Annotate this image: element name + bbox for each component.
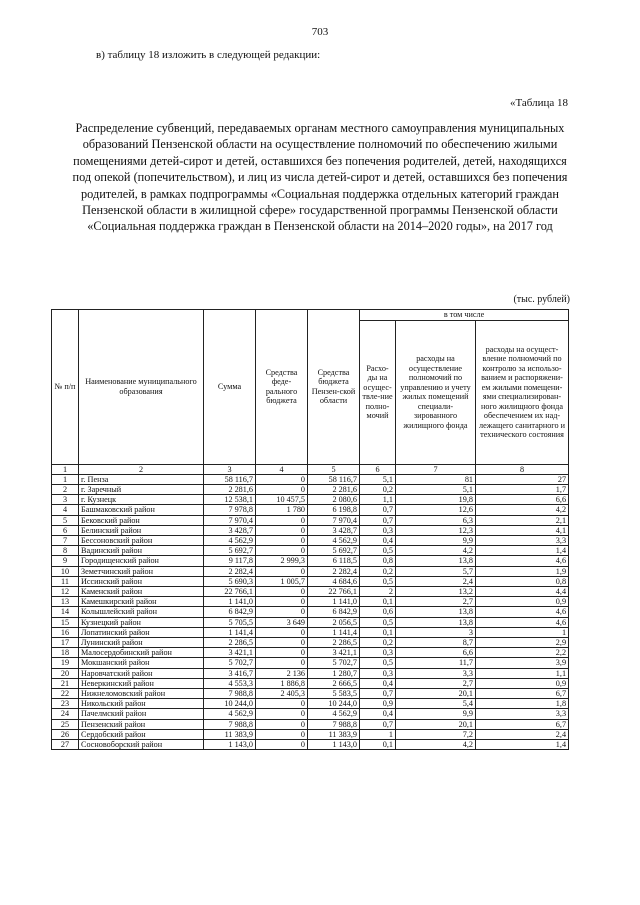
- col7-cell: 5,4: [396, 699, 476, 709]
- sum-cell: 10 244,0: [204, 699, 256, 709]
- sum-cell: 22 766,1: [204, 586, 256, 596]
- sum-cell: 7 970,4: [204, 515, 256, 525]
- municipality-name: г. Пенза: [79, 474, 204, 484]
- municipality-name: Сосновоборский район: [79, 739, 204, 749]
- table-row: [52, 658, 569, 668]
- column-number: 1: [52, 464, 79, 474]
- col7-cell: 9,9: [396, 535, 476, 545]
- col6-cell: 0,3: [360, 648, 396, 658]
- row-number: 17: [52, 637, 79, 647]
- col7-cell: 2,7: [396, 597, 476, 607]
- column-number-row: [52, 464, 569, 474]
- municipality-name: Сердобский район: [79, 729, 204, 739]
- col7-cell: 11,7: [396, 658, 476, 668]
- col8-cell: 4,1: [476, 525, 569, 535]
- sum-cell: 7 978,8: [204, 505, 256, 515]
- federal-cell: 0: [256, 627, 308, 637]
- col6-cell: 0,7: [360, 515, 396, 525]
- col7-cell: 5,7: [396, 566, 476, 576]
- col7-cell: 3,3: [396, 668, 476, 678]
- column-number: 4: [256, 464, 308, 474]
- regional-cell: 4 562,9: [308, 709, 360, 719]
- col8-cell: 1,7: [476, 484, 569, 494]
- sum-cell: 9 117,8: [204, 556, 256, 566]
- row-number: 14: [52, 607, 79, 617]
- federal-cell: 0: [256, 474, 308, 484]
- sum-cell: 11 383,9: [204, 729, 256, 739]
- col6-cell: 0,5: [360, 576, 396, 586]
- regional-cell: 1 280,7: [308, 668, 360, 678]
- sum-cell: 5 705,5: [204, 617, 256, 627]
- intro-line: в) таблицу 18 изложить в следующей редакции:: [96, 49, 321, 61]
- table-row: [52, 525, 569, 535]
- col6-cell: 0,8: [360, 556, 396, 566]
- col6-cell: 0,7: [360, 688, 396, 698]
- col7-cell: 13,8: [396, 556, 476, 566]
- subvention-table: [51, 309, 569, 750]
- table-row: [52, 607, 569, 617]
- federal-cell: 1 886,8: [256, 678, 308, 688]
- col6-cell: 0,5: [360, 546, 396, 556]
- federal-cell: 0: [256, 515, 308, 525]
- federal-cell: 0: [256, 535, 308, 545]
- row-number: 1: [52, 474, 79, 484]
- col7-cell: 13,2: [396, 586, 476, 596]
- col8-cell: 2,2: [476, 648, 569, 658]
- col8-cell: 4,6: [476, 607, 569, 617]
- regional-cell: 1 141,0: [308, 597, 360, 607]
- col7-cell: 2,7: [396, 678, 476, 688]
- col8-cell: 6,7: [476, 688, 569, 698]
- row-number: 24: [52, 709, 79, 719]
- sum-cell: 5 692,7: [204, 546, 256, 556]
- header-name: Наименование муниципального образования: [79, 310, 204, 465]
- sum-cell: 58 116,7: [204, 474, 256, 484]
- federal-cell: 0: [256, 586, 308, 596]
- regional-cell: 10 244,0: [308, 699, 360, 709]
- municipality-name: Бековский район: [79, 515, 204, 525]
- federal-cell: 0: [256, 546, 308, 556]
- col7-cell: 6,6: [396, 648, 476, 658]
- municipality-name: г. Заречный: [79, 484, 204, 494]
- row-number: 8: [52, 546, 79, 556]
- federal-cell: 0: [256, 729, 308, 739]
- municipality-name: Малосердобинский район: [79, 648, 204, 658]
- regional-cell: 5 702,7: [308, 658, 360, 668]
- col8-cell: 27: [476, 474, 569, 484]
- col6-cell: 0,5: [360, 617, 396, 627]
- municipality-name: Кузнецкий район: [79, 617, 204, 627]
- document-title: Распределение субвенций, передаваемых органам местного самоуправления муниципальных образований Пензенской области на осуществление полномочий по обеспечению жилыми помещениями детей-сирот и детей, оставшихся без попечения родителей, детей, находящихся под опекой (попечительством), и лиц из числа детей-сирот и детей, оставшихся без попечения родителей, в рамках подпрограммы «Социальная поддержка отдельных категорий граждан Пензенской области в жилищной сфере» государственной программы Пензенской области «Социальная поддержка граждан в Пензенской области на 2014–2020 годы», на 2017 год: [72, 121, 568, 234]
- col8-cell: 6,6: [476, 495, 569, 505]
- column-number: 7: [396, 464, 476, 474]
- municipality-name: Белинский район: [79, 525, 204, 535]
- units-label: (тыс. рублей): [513, 294, 570, 305]
- federal-cell: 0: [256, 607, 308, 617]
- table-row: [52, 678, 569, 688]
- table-row: [52, 719, 569, 729]
- federal-cell: 0: [256, 637, 308, 647]
- row-number: 23: [52, 699, 79, 709]
- federal-cell: 0: [256, 699, 308, 709]
- col6-cell: 0,4: [360, 678, 396, 688]
- row-number: 3: [52, 495, 79, 505]
- sum-cell: 2 286,5: [204, 637, 256, 647]
- row-number: 25: [52, 719, 79, 729]
- col8-cell: 4,6: [476, 556, 569, 566]
- federal-cell: 3 649: [256, 617, 308, 627]
- col8-cell: 1,4: [476, 546, 569, 556]
- column-number: 3: [204, 464, 256, 474]
- col7-cell: 4,2: [396, 546, 476, 556]
- col6-cell: 0,2: [360, 637, 396, 647]
- table-row: [52, 505, 569, 515]
- sum-cell: 3 428,7: [204, 525, 256, 535]
- sum-cell: 4 562,9: [204, 709, 256, 719]
- col8-cell: 4,4: [476, 586, 569, 596]
- municipality-name: Нижнеломовский район: [79, 688, 204, 698]
- sum-cell: 4 562,9: [204, 535, 256, 545]
- col7-cell: 13,8: [396, 617, 476, 627]
- column-number: 8: [476, 464, 569, 474]
- table-row: [52, 535, 569, 545]
- regional-cell: 4 684,6: [308, 576, 360, 586]
- table-row: [52, 556, 569, 566]
- regional-cell: 22 766,1: [308, 586, 360, 596]
- col7-cell: 20,1: [396, 719, 476, 729]
- header-col6: Расхо-ды на осущес-твле-ние полно-мочий: [360, 320, 396, 464]
- sum-cell: 5 702,7: [204, 658, 256, 668]
- municipality-name: Мокшанский район: [79, 658, 204, 668]
- sum-cell: 12 538,1: [204, 495, 256, 505]
- header-federal: Средства феде-рального бюджета: [256, 310, 308, 465]
- col7-cell: 8,7: [396, 637, 476, 647]
- col8-cell: 4,2: [476, 505, 569, 515]
- table-row: [52, 566, 569, 576]
- col8-cell: 1: [476, 627, 569, 637]
- col6-cell: 0,5: [360, 658, 396, 668]
- sum-cell: 2 282,4: [204, 566, 256, 576]
- table-row: [52, 546, 569, 556]
- municipality-name: Бессоновский район: [79, 535, 204, 545]
- col8-cell: 1,1: [476, 668, 569, 678]
- table-row: [52, 699, 569, 709]
- header-col7: расходы на осуществление полномочий по управлению и учету жилых помещений специали-зированного жилищного фонда: [396, 320, 476, 464]
- regional-cell: 5 583,5: [308, 688, 360, 698]
- sum-cell: 5 690,3: [204, 576, 256, 586]
- regional-cell: 11 383,9: [308, 729, 360, 739]
- col6-cell: 0,7: [360, 719, 396, 729]
- regional-cell: 2 286,5: [308, 637, 360, 647]
- regional-cell: 58 116,7: [308, 474, 360, 484]
- municipality-name: Городищенский район: [79, 556, 204, 566]
- table-row: [52, 597, 569, 607]
- col8-cell: 1,9: [476, 566, 569, 576]
- federal-cell: 1 780: [256, 505, 308, 515]
- col6-cell: 0,3: [360, 525, 396, 535]
- table-row: [52, 586, 569, 596]
- col8-cell: 1,8: [476, 699, 569, 709]
- col7-cell: 13,8: [396, 607, 476, 617]
- col6-cell: 1: [360, 729, 396, 739]
- regional-cell: 2 282,4: [308, 566, 360, 576]
- table-row: [52, 729, 569, 739]
- federal-cell: 0: [256, 597, 308, 607]
- col8-cell: 1,4: [476, 739, 569, 749]
- sum-cell: 7 988,8: [204, 719, 256, 729]
- federal-cell: 2 999,3: [256, 556, 308, 566]
- regional-cell: 2 666,5: [308, 678, 360, 688]
- regional-cell: 2 080,6: [308, 495, 360, 505]
- col6-cell: 0,4: [360, 535, 396, 545]
- sum-cell: 4 553,3: [204, 678, 256, 688]
- municipality-name: Пачелмский район: [79, 709, 204, 719]
- row-number: 20: [52, 668, 79, 678]
- federal-cell: 0: [256, 566, 308, 576]
- col7-cell: 81: [396, 474, 476, 484]
- col6-cell: 1,1: [360, 495, 396, 505]
- col7-cell: 20,1: [396, 688, 476, 698]
- municipality-name: Земетчинский район: [79, 566, 204, 576]
- municipality-name: Никольский район: [79, 699, 204, 709]
- regional-cell: 7 970,4: [308, 515, 360, 525]
- col7-cell: 7,2: [396, 729, 476, 739]
- col6-cell: 0,1: [360, 597, 396, 607]
- table-row: [52, 576, 569, 586]
- table-row: [52, 515, 569, 525]
- table-caption-mark: «Таблица 18: [509, 97, 568, 109]
- col8-cell: 0,8: [476, 576, 569, 586]
- regional-cell: 6 198,8: [308, 505, 360, 515]
- municipality-name: г. Кузнецк: [79, 495, 204, 505]
- sum-cell: 6 842,9: [204, 607, 256, 617]
- col7-cell: 9,9: [396, 709, 476, 719]
- municipality-name: Неверкинский район: [79, 678, 204, 688]
- regional-cell: 3 428,7: [308, 525, 360, 535]
- municipality-name: Башмаковский район: [79, 505, 204, 515]
- col7-cell: 2,4: [396, 576, 476, 586]
- col6-cell: 5,1: [360, 474, 396, 484]
- regional-cell: 4 562,9: [308, 535, 360, 545]
- col6-cell: 0,1: [360, 739, 396, 749]
- col7-cell: 19,8: [396, 495, 476, 505]
- federal-cell: 0: [256, 709, 308, 719]
- column-number: 2: [79, 464, 204, 474]
- federal-cell: 2 136: [256, 668, 308, 678]
- federal-cell: 1 005,7: [256, 576, 308, 586]
- sum-cell: 3 421,1: [204, 648, 256, 658]
- table-row: [52, 484, 569, 494]
- col8-cell: 0,9: [476, 678, 569, 688]
- header-regional: Средства бюджета Пензен-ской области: [308, 310, 360, 465]
- col7-cell: 12,3: [396, 525, 476, 535]
- col7-cell: 12,6: [396, 505, 476, 515]
- municipality-name: Колышлейский район: [79, 607, 204, 617]
- col6-cell: 0,9: [360, 699, 396, 709]
- table-row: [52, 627, 569, 637]
- sum-cell: 2 281,6: [204, 484, 256, 494]
- federal-cell: 0: [256, 648, 308, 658]
- row-number: 15: [52, 617, 79, 627]
- sum-cell: 1 141,0: [204, 597, 256, 607]
- col8-cell: 6,7: [476, 719, 569, 729]
- header-sum: Сумма: [204, 310, 256, 465]
- sum-cell: 1 143,0: [204, 739, 256, 749]
- col6-cell: 0,1: [360, 627, 396, 637]
- table-row: [52, 739, 569, 749]
- header-col8: расходы на осущест-вление полномочий по контролю за использо-ванием и распоряжени-ем жилыми помещени-ями специализирован-ного жилищного фонда обеспечением их над-лежащего санитарного и технического состояния: [476, 320, 569, 464]
- col8-cell: 0,9: [476, 597, 569, 607]
- municipality-name: Каменский район: [79, 586, 204, 596]
- table-row: [52, 709, 569, 719]
- row-number: 6: [52, 525, 79, 535]
- federal-cell: 10 457,5: [256, 495, 308, 505]
- row-number: 11: [52, 576, 79, 586]
- col6-cell: 0,7: [360, 505, 396, 515]
- table-row: [52, 637, 569, 647]
- regional-cell: 7 988,8: [308, 719, 360, 729]
- regional-cell: 6 118,5: [308, 556, 360, 566]
- municipality-name: Пензенский район: [79, 719, 204, 729]
- col6-cell: 0,2: [360, 566, 396, 576]
- header-including: в том числе: [360, 310, 569, 321]
- row-number: 26: [52, 729, 79, 739]
- regional-cell: 1 143,0: [308, 739, 360, 749]
- col8-cell: 2,1: [476, 515, 569, 525]
- row-number: 2: [52, 484, 79, 494]
- row-number: 19: [52, 658, 79, 668]
- table-row: [52, 495, 569, 505]
- municipality-name: Камешкирский район: [79, 597, 204, 607]
- federal-cell: 0: [256, 658, 308, 668]
- table-body: [52, 464, 569, 750]
- column-number: 5: [308, 464, 360, 474]
- col7-cell: 5,1: [396, 484, 476, 494]
- row-number: 10: [52, 566, 79, 576]
- regional-cell: 3 421,1: [308, 648, 360, 658]
- federal-cell: 0: [256, 484, 308, 494]
- table-row: [52, 474, 569, 484]
- column-number: 6: [360, 464, 396, 474]
- federal-cell: 2 405,3: [256, 688, 308, 698]
- regional-cell: 1 141,4: [308, 627, 360, 637]
- table-row: [52, 648, 569, 658]
- regional-cell: 5 692,7: [308, 546, 360, 556]
- sum-cell: 1 141,4: [204, 627, 256, 637]
- row-number: 4: [52, 505, 79, 515]
- federal-cell: 0: [256, 719, 308, 729]
- sum-cell: 3 416,7: [204, 668, 256, 678]
- municipality-name: Наровчатский район: [79, 668, 204, 678]
- col8-cell: 2,4: [476, 729, 569, 739]
- col7-cell: 3: [396, 627, 476, 637]
- regional-cell: 2 281,6: [308, 484, 360, 494]
- col6-cell: 0,4: [360, 709, 396, 719]
- col6-cell: 0,3: [360, 668, 396, 678]
- row-number: 16: [52, 627, 79, 637]
- col7-cell: 6,3: [396, 515, 476, 525]
- sum-cell: 7 988,8: [204, 688, 256, 698]
- header-num: № п/п: [52, 310, 79, 465]
- table-row: [52, 688, 569, 698]
- municipality-name: Лунинский район: [79, 637, 204, 647]
- row-number: 12: [52, 586, 79, 596]
- page-number: 703: [311, 26, 329, 38]
- col6-cell: 0,6: [360, 607, 396, 617]
- row-number: 27: [52, 739, 79, 749]
- row-number: 9: [52, 556, 79, 566]
- municipality-name: Лопатинский район: [79, 627, 204, 637]
- row-number: 13: [52, 597, 79, 607]
- federal-cell: 0: [256, 525, 308, 535]
- col8-cell: 4,6: [476, 617, 569, 627]
- row-number: 22: [52, 688, 79, 698]
- col8-cell: 3,9: [476, 658, 569, 668]
- row-number: 7: [52, 535, 79, 545]
- table-row: [52, 617, 569, 627]
- col6-cell: 0,2: [360, 484, 396, 494]
- row-number: 5: [52, 515, 79, 525]
- row-number: 18: [52, 648, 79, 658]
- municipality-name: Иссинский район: [79, 576, 204, 586]
- regional-cell: 2 056,5: [308, 617, 360, 627]
- col8-cell: 3,3: [476, 535, 569, 545]
- col8-cell: 2,9: [476, 637, 569, 647]
- regional-cell: 6 842,9: [308, 607, 360, 617]
- federal-cell: 0: [256, 739, 308, 749]
- municipality-name: Вадинский район: [79, 546, 204, 556]
- table-row: [52, 668, 569, 678]
- col7-cell: 4,2: [396, 739, 476, 749]
- col6-cell: 2: [360, 586, 396, 596]
- row-number: 21: [52, 678, 79, 688]
- col8-cell: 3,3: [476, 709, 569, 719]
